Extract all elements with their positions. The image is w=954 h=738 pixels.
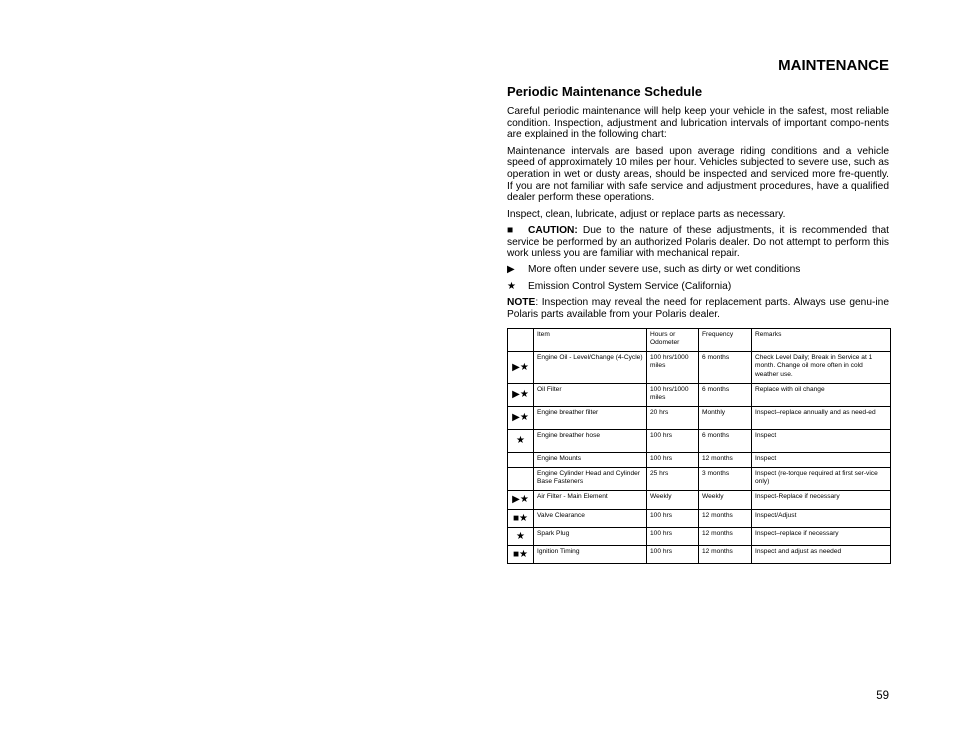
table-row — [508, 384, 891, 407]
legend-emission-text: Emission Control System Service (California) — [528, 280, 732, 292]
row-frequency: 12 months — [699, 546, 752, 564]
row-frequency: 12 months — [699, 453, 752, 468]
row-remarks: Inspect — [752, 430, 891, 453]
row-symbols: ▶★ — [508, 407, 534, 430]
row-item: Spark Plug — [534, 528, 647, 546]
row-symbols — [508, 453, 534, 468]
header-hours: Hours or Odometer — [647, 329, 699, 352]
row-symbols: ■★ — [508, 546, 534, 564]
table-row — [508, 407, 891, 430]
row-hours: 100 hrs — [647, 546, 699, 564]
row-frequency: 6 months — [699, 384, 752, 407]
header-symbol-cell — [508, 329, 534, 352]
row-item: Air Filter - Main Element — [534, 491, 647, 510]
row-item: Engine Mounts — [534, 453, 647, 468]
row-remarks: Inspect (re-torque required at first ser-vice only) — [752, 468, 891, 491]
caution-label: CAUTION: — [528, 224, 578, 236]
row-hours: 100 hrs — [647, 430, 699, 453]
row-item: Oil Filter — [534, 384, 647, 407]
row-frequency: 6 months — [699, 430, 752, 453]
row-symbols: ★ — [508, 528, 534, 546]
note-text: : Inspection may reveal the need for replacement parts. Always use genu-ine Polaris parts available from your Polaris dealer. — [507, 296, 889, 320]
triangle-icon: ▶ — [507, 264, 515, 276]
table-row — [508, 510, 891, 528]
row-remarks: Replace with oil change — [752, 384, 891, 407]
row-remarks: Inspect–replace if necessary — [752, 528, 891, 546]
row-remarks: Inspect/Adjust — [752, 510, 891, 528]
table-row — [508, 468, 891, 491]
star-icon: ★ — [507, 280, 517, 292]
row-hours: 100 hrs — [647, 453, 699, 468]
page-subheading: Periodic Maintenance Schedule — [507, 84, 703, 99]
row-hours: 100 hrs — [647, 510, 699, 528]
row-item: Engine Cylinder Head and Cylinder Base Fasteners — [534, 468, 647, 491]
legend-emission — [507, 281, 889, 293]
row-item: Engine breather hose — [534, 430, 647, 453]
table-row — [508, 453, 891, 468]
row-symbols: ▶★ — [508, 491, 534, 510]
row-symbols: ■★ — [508, 510, 534, 528]
page-number: 59 — [876, 690, 889, 702]
section-header: MAINTENANCE — [778, 57, 889, 74]
row-frequency: 12 months — [699, 510, 752, 528]
row-remarks: Check Level Daily; Break in Service at 1 month. Change oil more often in cold weather use. — [752, 352, 891, 384]
row-hours: Weekly — [647, 491, 699, 510]
table-row — [508, 546, 891, 564]
legend-severe-use-text: More often under severe use, such as dirty or wet conditions — [528, 264, 801, 276]
inspect-paragraph: Inspect, clean, lubricate, adjust or replace parts as necessary. — [507, 208, 786, 220]
table-row — [508, 352, 891, 384]
row-symbols: ▶★ — [508, 384, 534, 407]
body-text — [507, 106, 889, 325]
row-hours: 20 hrs — [647, 407, 699, 430]
row-symbols: ★ — [508, 430, 534, 453]
row-remarks: Inspect–replace annually and as need-ed — [752, 407, 891, 430]
row-symbols — [508, 468, 534, 491]
legend-severe-use — [507, 264, 889, 276]
row-item: Engine Oil - Level/Change (4-Cycle) — [534, 352, 647, 384]
caution-text: Due to the nature of these adjustments, it is recommended that service be performed by an authorized Polaris dealer. Do not attempt to perform this work unless you are familiar with mechanical repair. — [507, 224, 889, 260]
row-frequency: 3 months — [699, 468, 752, 491]
intervals-paragraph: Maintenance intervals are based upon average riding conditions and a vehicle speed of approximately 10 miles per hour. Vehicles subjected to severe use, such as operation in wet or dusty areas, should be inspected and serviced more fre-quently. If you are not familiar with safe service and adjustment procedures, have a qualified dealer perform these operations. — [507, 145, 889, 204]
row-hours: 100 hrs — [647, 528, 699, 546]
row-hours: 100 hrs/1000 miles — [647, 384, 699, 407]
note-label: NOTE — [507, 296, 536, 308]
table-row — [508, 491, 891, 510]
row-frequency: Monthly — [699, 407, 752, 430]
header-item: Item — [534, 329, 647, 352]
row-frequency: Weekly — [699, 491, 752, 510]
row-frequency: 12 months — [699, 528, 752, 546]
header-frequency: Frequency — [699, 329, 752, 352]
table-row — [508, 430, 891, 453]
intro-paragraph: Careful periodic maintenance will help keep your vehicle in the safest, most reliable condition. Inspection, adjustment and lubrication intervals of important compo-nents are explained in the following chart: — [507, 106, 889, 141]
table-row — [508, 528, 891, 546]
caution-paragraph — [507, 225, 889, 260]
row-frequency: 6 months — [699, 352, 752, 384]
maintenance-schedule-table — [507, 328, 891, 564]
row-item: Engine breather filter — [534, 407, 647, 430]
row-remarks: Inspect and adjust as needed — [752, 546, 891, 564]
row-hours: 100 hrs/1000 miles — [647, 352, 699, 384]
row-remarks: Inspect-Replace if necessary — [752, 491, 891, 510]
caution-square-icon: ■ — [507, 224, 514, 236]
row-item: Ignition Timing — [534, 546, 647, 564]
row-item: Valve Clearance — [534, 510, 647, 528]
row-symbols: ▶★ — [508, 352, 534, 384]
note-paragraph — [507, 297, 889, 320]
row-hours: 25 hrs — [647, 468, 699, 491]
row-remarks: Inspect — [752, 453, 891, 468]
table-header-row — [508, 329, 891, 352]
header-remarks: Remarks — [752, 329, 891, 352]
